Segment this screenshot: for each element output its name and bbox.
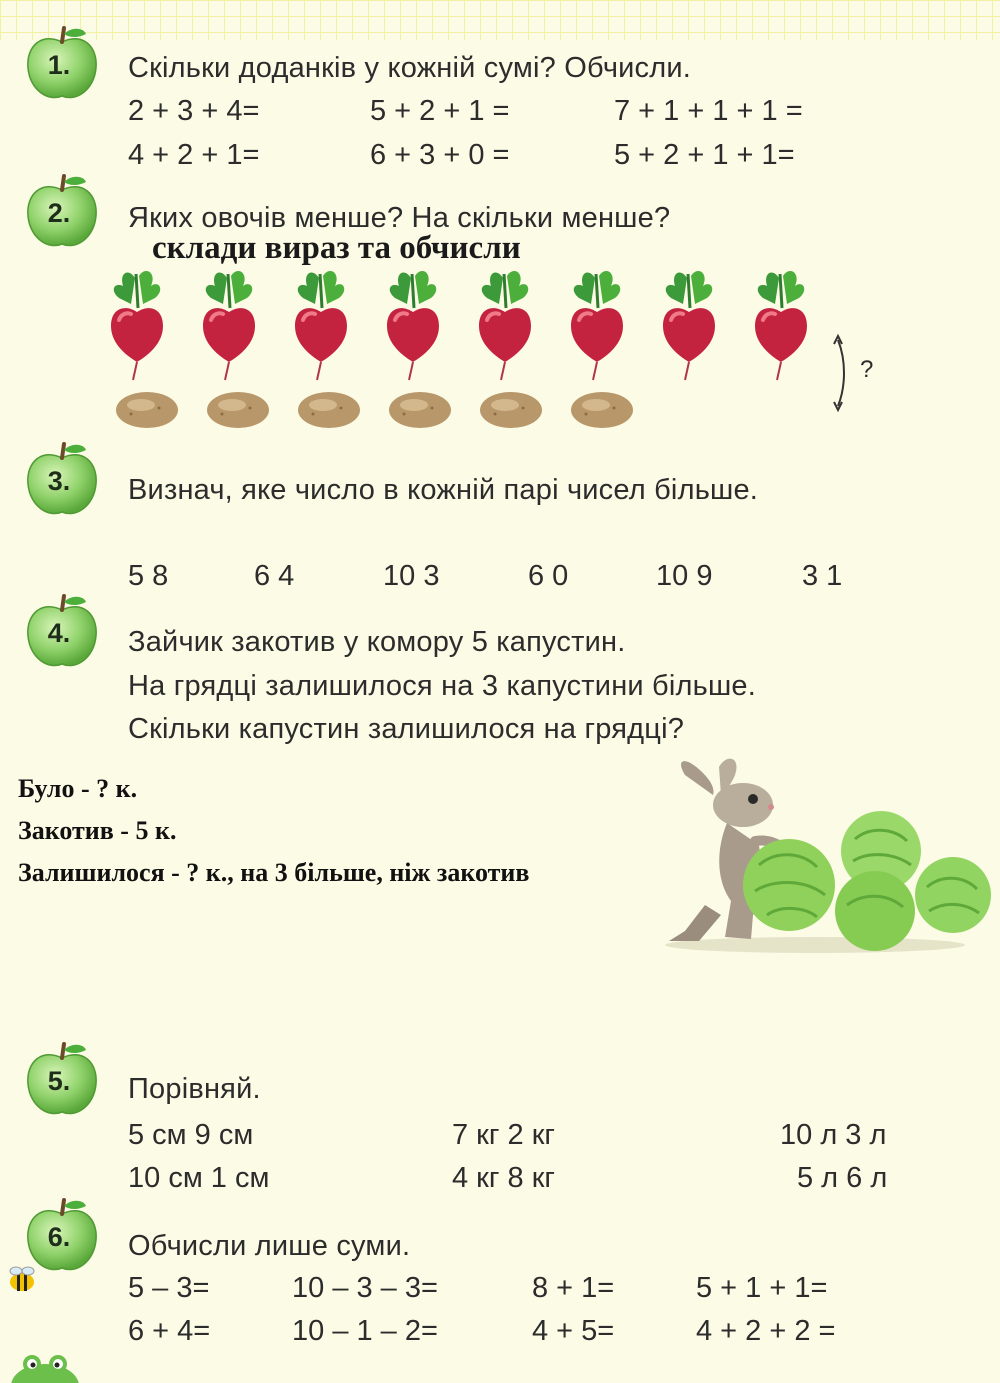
task-4-line: Зайчик закотив у комору 5 капустин. — [128, 626, 626, 658]
beet-row — [111, 271, 807, 380]
comparison-pair: 5 см 9 см — [128, 1119, 254, 1151]
task-6-expr: 4 + 5= — [532, 1315, 615, 1347]
vegetables-illustration — [100, 268, 890, 438]
cabbage-icon — [915, 857, 991, 933]
task-2-badge — [22, 172, 102, 252]
task-1-expr: 5 + 2 + 1 + 1= — [614, 139, 795, 171]
task-6-expr: 5 + 1 + 1= — [696, 1272, 828, 1304]
task-1-expr: 6 + 3 + 0 = — [370, 139, 510, 171]
task-5-badge — [22, 1040, 102, 1120]
task-6-expr: 8 + 1= — [532, 1272, 615, 1304]
short-note-line: Залишилося - ? к., на 3 більше, ніж закотив — [18, 858, 530, 887]
task-6-expr: 5 – 3= — [128, 1272, 210, 1304]
task-4-line: Скільки капустин залишилося на грядці? — [128, 713, 685, 745]
number-pair: 10 9 — [656, 560, 713, 592]
comparison-pair: 4 кг 8 кг — [452, 1162, 555, 1194]
task-6-expr: 10 – 3 – 3= — [292, 1272, 438, 1304]
task-2-number: 2. — [47, 198, 71, 228]
cabbage-icon — [835, 871, 915, 951]
task-1-expr: 5 + 2 + 1 = — [370, 95, 510, 127]
frog-icon — [10, 1352, 80, 1383]
number-pair: 5 8 — [128, 560, 169, 592]
short-note-line: Закотив - 5 к. — [18, 816, 177, 845]
bee-icon — [4, 1262, 40, 1298]
difference-question-mark: ? — [860, 356, 874, 383]
task-1-number: 1. — [47, 50, 71, 80]
task-2-handwritten-note: склади вираз та обчисли — [152, 230, 521, 266]
number-pair: 10 3 — [383, 560, 440, 592]
cabbage-icon — [743, 839, 835, 931]
comparison-pair: 5 л 6 л — [797, 1162, 888, 1194]
task-1-expr: 7 + 1 + 1 + 1 = — [614, 95, 803, 127]
task-6-number: 6. — [47, 1222, 71, 1252]
comparison-pair: 10 л 3 л — [780, 1119, 887, 1151]
task-4-badge — [22, 592, 102, 672]
task-1-expr: 4 + 2 + 1= — [128, 139, 260, 171]
potato-row — [116, 392, 633, 428]
task-6-expr: 4 + 2 + 2 = — [696, 1315, 836, 1347]
comparison-pair: 7 кг 2 кг — [452, 1119, 555, 1151]
task-2-title: Яких овочів менше? На скільки менше? — [128, 202, 671, 234]
task-3-badge — [22, 440, 102, 520]
task-6-title: Обчисли лише суми. — [128, 1230, 411, 1262]
comparison-pair: 10 см 1 см — [128, 1162, 270, 1194]
task-4-number: 4. — [47, 618, 71, 648]
task-3-title: Визнач, яке число в кожній парі чисел більше. — [128, 474, 759, 506]
number-pair: 3 1 — [802, 560, 843, 592]
task-6-expr: 6 + 4= — [128, 1315, 211, 1347]
task-4-line: На грядці залишилося на 3 капустини більше. — [128, 670, 756, 702]
task-1-expr: 2 + 3 + 4= — [128, 95, 260, 127]
task-3-number: 3. — [47, 466, 71, 496]
number-pair: 6 0 — [528, 560, 569, 592]
grid-header-decoration — [0, 0, 1000, 40]
short-note-line: Було - ? к. — [18, 774, 138, 803]
task-5-title: Порівняй. — [128, 1073, 261, 1105]
task-1-badge — [22, 24, 102, 104]
bunny-cabbage-illustration — [655, 755, 1000, 960]
task-1-title: Скільки доданків у кожній сумі? Обчисли. — [128, 52, 692, 84]
number-pair: 6 4 — [254, 560, 295, 592]
task-6-expr: 10 – 1 – 2= — [292, 1315, 438, 1347]
task-5-number: 5. — [47, 1066, 71, 1096]
